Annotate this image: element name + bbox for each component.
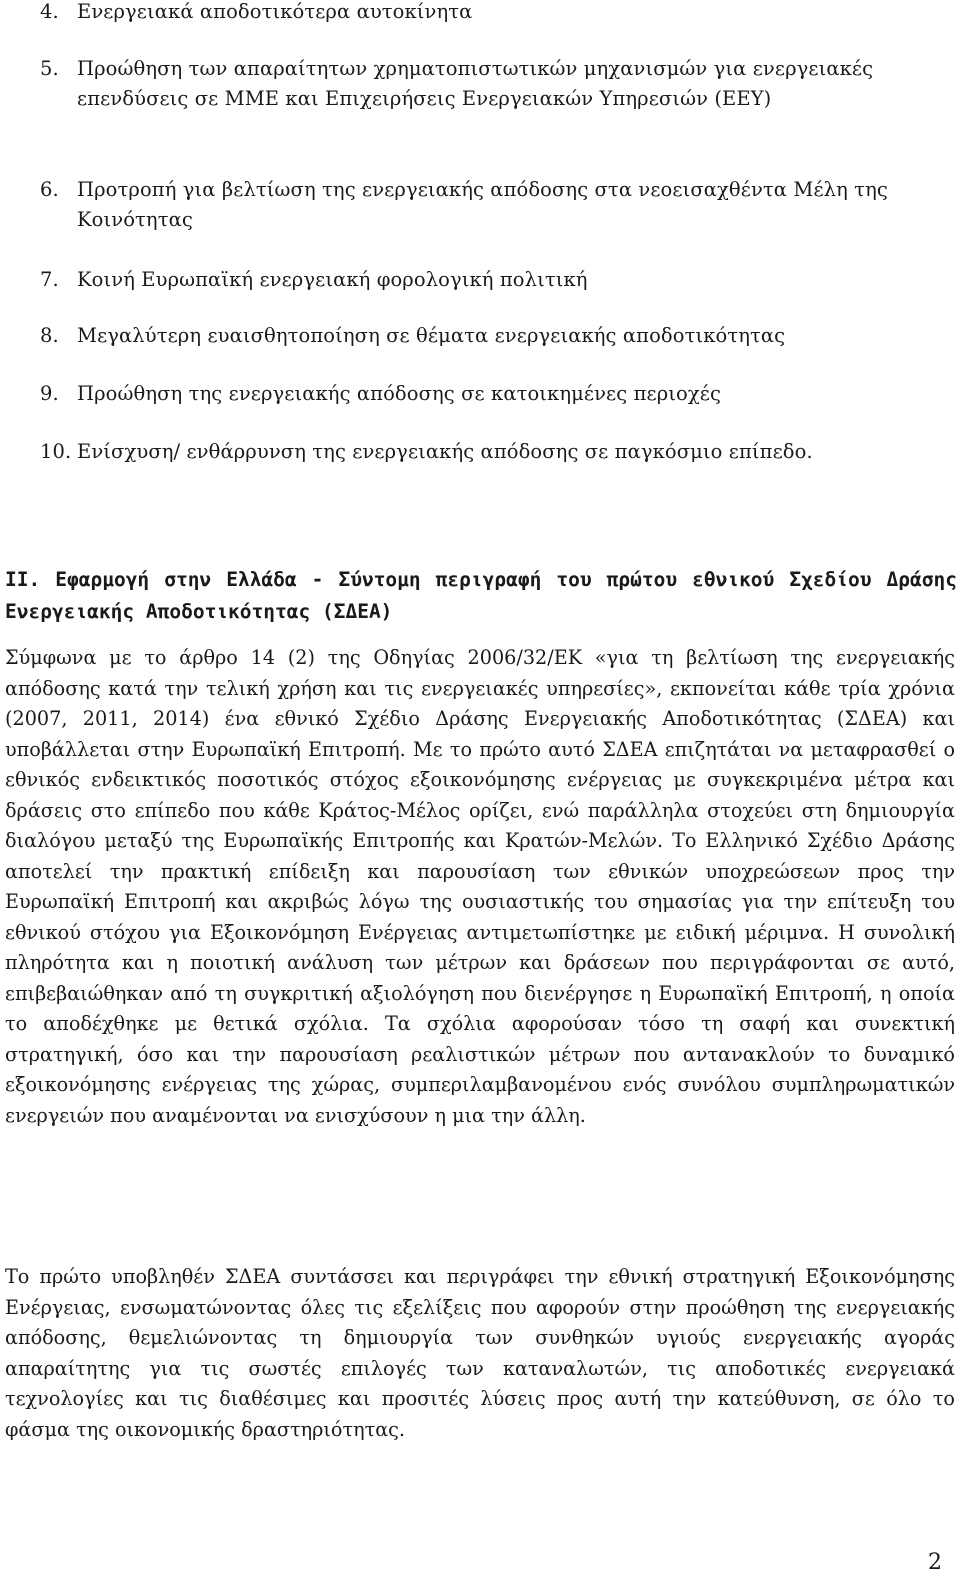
body-paragraph: Το πρώτο υποβληθέν ΣΔΕΑ συντάσσει και περιγράφει την εθνική στρατηγική Εξοικονόμησης Ενέργειας, ενσωματώνοντας όλες τις εξελίξεις που αφορούν στην προώθηση της ενεργειακής απόδοσης, θεμελιώνοντας τη δημιουργία των συνθηκών υγιούς ενεργειακής αγοράς απαραίτητης για τις σωστές επιλογές των καταναλωτών, τις αποδοτικές ενεργειακά τεχνολογίες και τις διαθέσιμες και προσιτές λύσεις προς αυτή την κατεύθυνση, σε όλο το φάσμα της οικονομικής δραστηριότητας. [5, 1265, 955, 1441]
list-item [40, 379, 920, 409]
list-item-number: 10. [40, 440, 72, 463]
list-item-number: 4. [40, 0, 59, 23]
list-item-text: Προτροπή για βελτίωση της ενεργειακής απόδοσης στα νεοεισαχθέντα Μέλη της Κοινότητας [77, 178, 888, 231]
list-item [40, 321, 920, 351]
list-item [40, 437, 920, 467]
list-item-number: 9. [40, 382, 59, 405]
list-item-number: 8. [40, 324, 59, 347]
list-item-text: Κοινή Ευρωπαϊκή ενεργειακή φορολογική πολιτική [77, 268, 588, 291]
list-item-number: 7. [40, 268, 59, 291]
list-item-number: 6. [40, 178, 59, 201]
list-item [40, 175, 920, 235]
list-item-text: Μεγαλύτερη ευαισθητοποίηση σε θέματα ενεργειακής αποδοτικότητας [77, 324, 786, 347]
list-item-text: Προώθηση των απαραίτητων χρηματοπιστωτικών μηχανισμών για ενεργειακές επενδύσεις σε ΜΜΕ και Επιχειρήσεις Ενεργειακών Υπηρεσιών (ΕΕΥ) [77, 57, 874, 110]
list-item-number: 5. [40, 57, 59, 80]
list-item [40, 265, 920, 295]
list-item [40, 0, 920, 27]
list-item [40, 54, 920, 114]
list-item-text: Προώθηση της ενεργειακής απόδοσης σε κατοικημένες περιοχές [77, 382, 721, 405]
page-number: 2 [928, 1550, 942, 1575]
section-heading: ΙΙ. Εφαρμογή στην Ελλάδα - Σύντομη περιγραφή του πρώτου εθνικού Σχεδίου Δράσης Ενεργειακής Αποδοτικότητας (ΣΔΕΑ) [5, 568, 957, 623]
body-paragraph: Σύμφωνα με το άρθρο 14 (2) της Οδηγίας 2006/32/ΕΚ «για τη βελτίωση της ενεργειακής απόδοσης κατά την τελική χρήση και τις ενεργειακές υπηρεσίες», εκπονείται κάθε τρία χρόνια (2007, 2011, 2014) ένα εθνικό Σχέδιο Δράσης Ενεργειακής Αποδοτικότητας (ΣΔΕΑ) και υποβάλλεται στην Ευρωπαϊκή Επιτροπή. Με το πρώτο αυτό ΣΔΕΑ επιζητάται να μεταφρασθεί ο εθνικός ενδεικτικός ποσοτικός στόχος εξοικονόμησης ενέργειας με συγκεκριμένα μέτρα και δράσεις στο επίπεδο που κάθε Κράτος-Μέλος ορίζει, ενώ παράλληλα στοχεύει στη δημιουργία διαλόγου μεταξύ της Ευρωπαϊκής Επιτροπής και Κρατών-Μελών. Το Ελληνικό Σχέδιο Δράσης αποτελεί την πρακτική επίδειξη και παρουσίαση των εθνικών υποχρεώσεων προς την Ευρωπαϊκή Επιτροπή και ακριβώς λόγω της ουσιαστικής του σημασίας για την επίτευξη του εθνικού στόχου για Εξοικονόμηση Ενέργειας αντιμετωπίστηκε με ειδική μέριμνα. Η συνολική πληρότητα και η ποιοτική ανάλυση των μέτρων και δράσεων που περιγράφονται σε αυτό, επιβεβαιώθηκαν από τη συγκριτική αξιολόγηση που διενέργησε η Ευρωπαϊκή Επιτροπή, η οποία το αποδέχθηκε με θετικά σχόλια. Τα σχόλια αφορούσαν τόσο τη σαφή και συνεκτική στρατηγική, όσο και την παρουσίαση ρεαλιστικών μέτρων που αντανακλούν το δυναμικό εξοικονόμησης ενέργειας της χώρας, συμπεριλαμβανομένου ενός συνόλου συμπληρωματικών ενεργειών που αναμένονται να ενισχύσουν η μια την άλλη. [5, 646, 955, 1127]
list-item-text: Ενίσχυση/ ενθάρρυνση της ενεργειακής απόδοσης σε παγκόσμιο επίπεδο. [77, 440, 813, 463]
list-item-text: Ενεργειακά αποδοτικότερα αυτοκίνητα [77, 0, 473, 23]
